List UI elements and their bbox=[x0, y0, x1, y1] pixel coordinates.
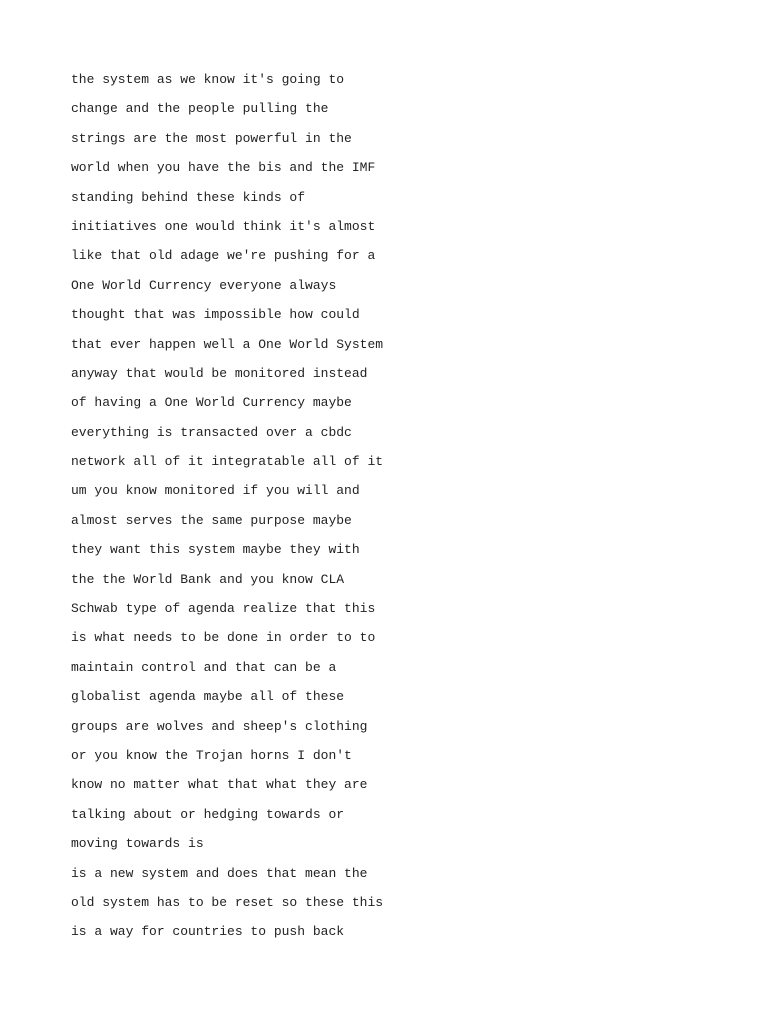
text-line: anyway that would be monitored instead bbox=[71, 365, 368, 381]
text-line: everything is transacted over a cbdc bbox=[71, 424, 352, 440]
text-line: know no matter what that what they are bbox=[71, 777, 368, 793]
text-line: standing behind these kinds of bbox=[71, 189, 306, 205]
text-line: of having a One World Currency maybe bbox=[71, 395, 352, 411]
text-line: One World Currency everyone always bbox=[71, 277, 337, 293]
text-line: strings are the most powerful in the bbox=[71, 130, 352, 146]
text-line: um you know monitored if you will and bbox=[71, 483, 360, 499]
transcript-text-block bbox=[71, 68, 711, 950]
text-line: initiatives one would think it's almost bbox=[71, 218, 376, 234]
text-line: they want this system maybe they with bbox=[71, 542, 360, 558]
text-line: is a way for countries to push back bbox=[71, 924, 345, 940]
text-line: the the World Bank and you know CLA bbox=[71, 571, 345, 587]
text-line: globalist agenda maybe all of these bbox=[71, 689, 345, 705]
text-line: is a new system and does that mean the bbox=[71, 865, 368, 881]
text-line: old system has to be reset so these this bbox=[71, 894, 384, 910]
text-line: maintain control and that can be a bbox=[71, 659, 337, 675]
text-line: thought that was impossible how could bbox=[71, 307, 360, 323]
text-line: world when you have the bis and the IMF bbox=[71, 160, 376, 176]
text-line: groups are wolves and sheep's clothing bbox=[71, 718, 368, 734]
text-line: Schwab type of agenda realize that this bbox=[71, 601, 376, 617]
text-line: the system as we know it's going to bbox=[71, 72, 345, 87]
text-line: is what needs to be done in order to to bbox=[71, 630, 376, 646]
text-line: like that old adage we're pushing for a bbox=[71, 248, 376, 264]
text-line: talking about or hedging towards or bbox=[71, 806, 345, 822]
text-line: or you know the Trojan horns I don't bbox=[71, 747, 352, 763]
text-line: change and the people pulling the bbox=[71, 101, 329, 117]
text-line: almost serves the same purpose maybe bbox=[71, 512, 352, 528]
text-line: moving towards is bbox=[71, 836, 204, 852]
text-line: network all of it integratable all of it bbox=[71, 454, 384, 470]
text-line: that ever happen well a One World System bbox=[71, 336, 384, 352]
